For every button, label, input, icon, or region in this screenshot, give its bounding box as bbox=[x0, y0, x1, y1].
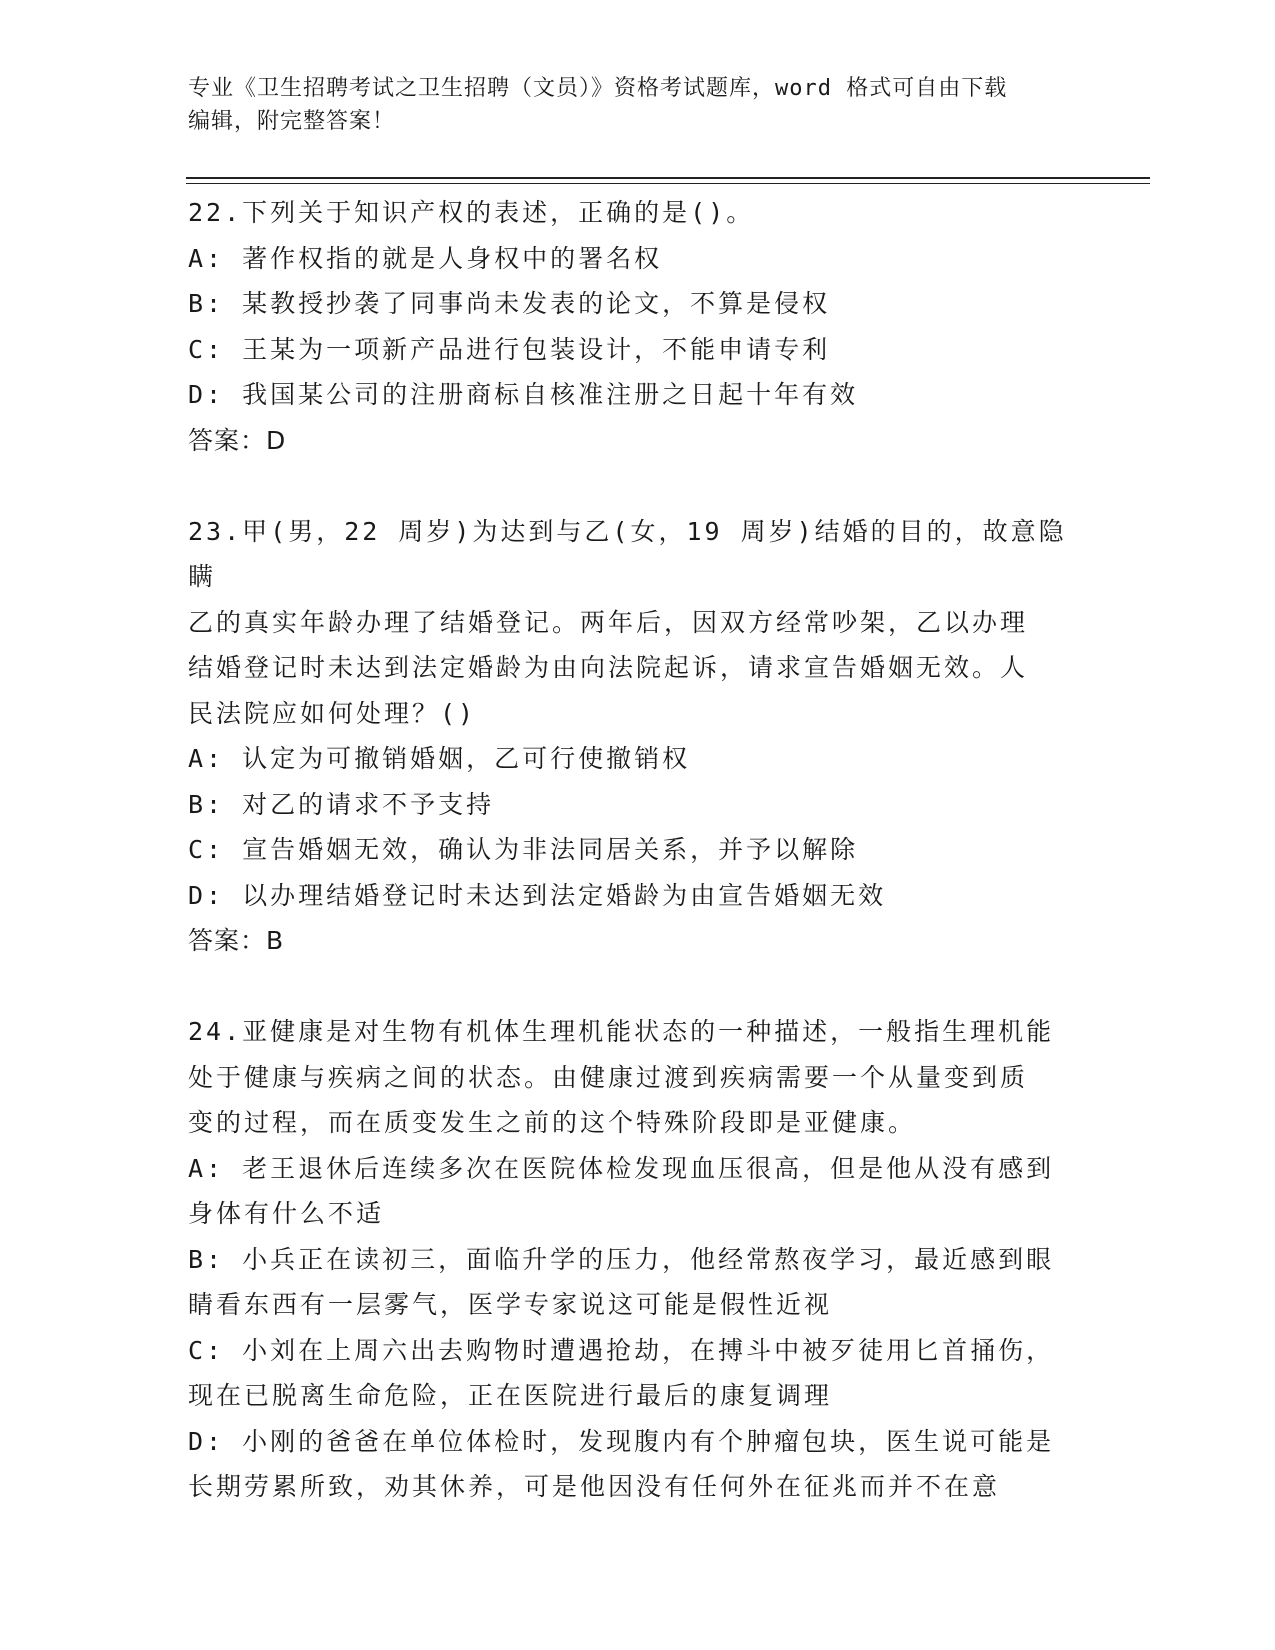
option-d: D: 以办理结婚登记时未达到法定婚龄为由宣告婚姻无效 bbox=[188, 880, 887, 910]
question-stem-line: 结婚登记时未达到法定婚龄为由向法院起诉，请求宣告婚姻无效。人 bbox=[188, 653, 1029, 682]
question-23 bbox=[188, 509, 1088, 964]
question-gap bbox=[188, 964, 1088, 1010]
option-b: B: 小兵正在读初三，面临升学的压力，他经常熬夜学习，最近感到眼 bbox=[188, 1244, 1055, 1274]
header-divider-thick bbox=[186, 177, 1150, 179]
question-stem-line: 处于健康与疾病之间的状态。由健康过渡到疾病需要一个从量变到质 bbox=[188, 1062, 1029, 1092]
option-b-continued: 睛看东西有一层雾气，医学专家说这可能是假性近视 bbox=[188, 1290, 833, 1319]
question-stem-line: 乙的真实年龄办理了结婚登记。两年后，因双方经常吵架，乙以办理 bbox=[188, 607, 1029, 637]
option-c-continued: 现在已脱离生命危险，正在医院进行最后的康复调理 bbox=[188, 1381, 833, 1410]
answer: 答案：D bbox=[188, 425, 287, 455]
header-divider-thin bbox=[186, 183, 1150, 184]
option-d: D: 小刚的爸爸在单位体检时，发现腹内有个肿瘤包块，医生说可能是 bbox=[188, 1426, 1055, 1456]
question-stem-line: 24.亚健康是对生物有机体生理机能状态的一种描述，一般指生理机能 bbox=[188, 1017, 1055, 1046]
option-a: A: 著作权指的就是人身权中的署名权 bbox=[188, 243, 663, 273]
question-stem-line: 23.甲(男，22 周岁)为达到与乙(女，19 周岁)结婚的目的，故意隐瞒 bbox=[188, 516, 1067, 591]
option-c: C: 王某为一项新产品进行包装设计，不能申请专利 bbox=[188, 334, 831, 364]
option-d-continued: 长期劳累所致，劝其休养，可是他因没有任何外在征兆而并不在意 bbox=[188, 1472, 1001, 1501]
option-b: B: 某教授抄袭了同事尚未发表的论文，不算是侵权 bbox=[188, 289, 831, 318]
question-24 bbox=[188, 1009, 1088, 1510]
option-c: C: 宣告婚姻无效，确认为非法同居关系，并予以解除 bbox=[188, 835, 859, 864]
option-a: A: 认定为可撤销婚姻，乙可行使撤销权 bbox=[188, 744, 691, 773]
option-c: C: 小刘在上周六出去购物时遭遇抢劫，在搏斗中被歹徒用匕首捅伤， bbox=[188, 1335, 1055, 1365]
question-stem-line: 22.下列关于知识产权的表述，正确的是()。 bbox=[188, 198, 755, 227]
question-gap bbox=[188, 463, 1088, 509]
header-line-1: 专业《卫生招聘考试之卫生招聘（文员）》资格考试题库，word 格式可自由下载 bbox=[188, 76, 1008, 101]
question-stem-line: 变的过程，而在质变发生之前的这个特殊阶段即是亚健康。 bbox=[188, 1108, 917, 1137]
document-header bbox=[188, 72, 1088, 138]
option-a: A: 老王退休后连续多次在医院体检发现血压很高，但是他从没有感到 bbox=[188, 1153, 1055, 1183]
option-a-continued: 身体有什么不适 bbox=[188, 1199, 385, 1228]
answer: 答案：B bbox=[188, 926, 285, 955]
option-d: D: 我国某公司的注册商标自核准注册之日起十年有效 bbox=[188, 380, 859, 409]
option-b: B: 对乙的请求不予支持 bbox=[188, 789, 495, 819]
question-stem-line: 民法院应如何处理？() bbox=[188, 698, 477, 728]
header-line-2: 编辑，附完整答案！ bbox=[188, 109, 396, 134]
question-list bbox=[188, 190, 1088, 1510]
question-22 bbox=[188, 190, 1088, 463]
